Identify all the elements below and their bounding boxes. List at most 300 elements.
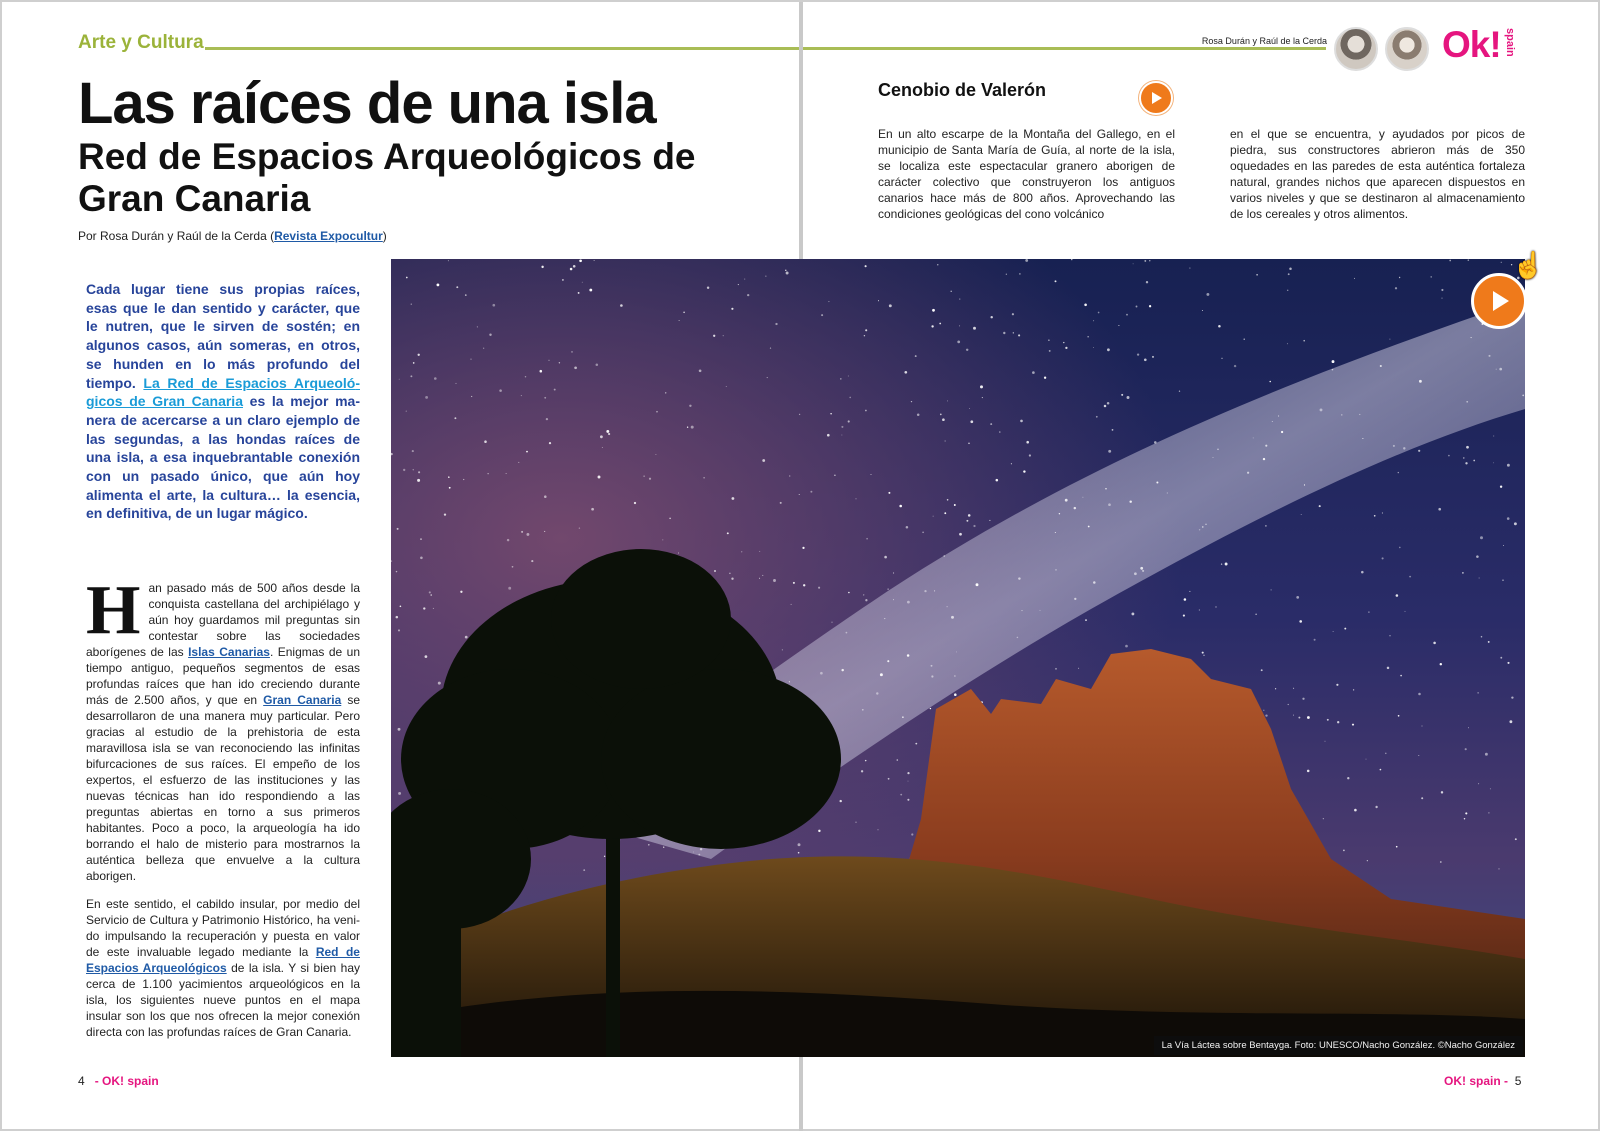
star bbox=[1522, 395, 1524, 397]
star bbox=[906, 526, 909, 529]
star bbox=[840, 800, 842, 802]
star bbox=[762, 575, 763, 576]
star bbox=[1263, 458, 1265, 460]
star bbox=[954, 504, 956, 506]
star bbox=[1418, 450, 1420, 452]
star bbox=[544, 531, 545, 532]
star bbox=[463, 479, 464, 480]
link-islas-canarias[interactable]: Islas Canarias bbox=[188, 645, 270, 659]
star bbox=[1438, 508, 1441, 511]
star bbox=[846, 632, 848, 634]
star bbox=[1333, 631, 1334, 632]
p2-text-1: En este sentido, el cabildo insular, por medio del Servicio de Cultura y Patrimonio Histórico, ha venido impulsando la recuperación y puesta en valor de este invaluable legado mediante la bbox=[86, 897, 360, 959]
star bbox=[1065, 499, 1068, 502]
star bbox=[1418, 755, 1419, 756]
byline-prefix: Por Rosa Durán y Raúl de la Cerda ( bbox=[78, 229, 275, 243]
star bbox=[939, 323, 941, 325]
star bbox=[1011, 463, 1012, 464]
star bbox=[1488, 641, 1490, 643]
star bbox=[842, 435, 843, 436]
star bbox=[596, 364, 599, 367]
star bbox=[915, 355, 917, 357]
star bbox=[1261, 669, 1263, 671]
star bbox=[1202, 310, 1203, 311]
star bbox=[1421, 725, 1422, 726]
star bbox=[1462, 572, 1464, 574]
star bbox=[723, 335, 724, 336]
star bbox=[1354, 278, 1355, 279]
star bbox=[1332, 360, 1335, 363]
star bbox=[687, 427, 688, 428]
star bbox=[1341, 414, 1342, 415]
star bbox=[1337, 721, 1339, 723]
star bbox=[726, 386, 727, 387]
star bbox=[947, 606, 948, 607]
star bbox=[908, 781, 909, 782]
star bbox=[1183, 615, 1185, 617]
star bbox=[884, 556, 887, 559]
star bbox=[1121, 394, 1123, 396]
star bbox=[1281, 431, 1283, 433]
star bbox=[1368, 611, 1369, 612]
star bbox=[1179, 391, 1180, 392]
star bbox=[549, 442, 551, 444]
star bbox=[1430, 276, 1432, 278]
star bbox=[1055, 280, 1057, 282]
star bbox=[1400, 675, 1402, 677]
star bbox=[798, 843, 801, 846]
star bbox=[499, 389, 502, 392]
link-red-espacios-arqueologicos[interactable]: Red de Espacios Arqueológicos bbox=[86, 945, 360, 975]
star bbox=[420, 538, 421, 539]
star bbox=[544, 397, 546, 399]
star bbox=[540, 370, 543, 373]
star bbox=[396, 571, 397, 572]
star bbox=[1380, 365, 1382, 367]
article-subtitle: Red de Espacios Arqueológicos de Gran Canaria bbox=[78, 136, 696, 219]
star bbox=[1203, 655, 1204, 656]
star bbox=[904, 371, 907, 374]
star bbox=[799, 494, 800, 495]
star bbox=[1477, 692, 1478, 693]
star bbox=[1490, 789, 1491, 790]
star bbox=[699, 369, 702, 372]
star bbox=[1466, 446, 1469, 449]
star bbox=[1126, 314, 1128, 316]
star bbox=[899, 505, 902, 508]
star bbox=[951, 616, 954, 619]
star bbox=[893, 573, 894, 574]
star bbox=[1493, 462, 1494, 463]
star bbox=[1215, 606, 1216, 607]
star bbox=[937, 264, 938, 265]
star bbox=[541, 266, 543, 268]
star bbox=[1409, 576, 1411, 578]
article-byline bbox=[78, 229, 387, 243]
star bbox=[1465, 462, 1467, 464]
star bbox=[810, 491, 812, 493]
lead-link-red-espacios[interactable]: La Red de Espacios Arqueológicos de Gran Canaria bbox=[86, 374, 360, 410]
section-label: Arte y Cultura bbox=[78, 32, 204, 53]
star bbox=[600, 435, 603, 438]
star bbox=[1025, 259, 1028, 262]
star bbox=[1247, 472, 1249, 474]
star bbox=[1481, 636, 1483, 638]
star bbox=[786, 272, 789, 275]
star bbox=[888, 492, 890, 494]
star bbox=[1263, 710, 1264, 711]
star bbox=[1344, 628, 1346, 630]
star bbox=[1336, 684, 1338, 686]
star bbox=[1293, 688, 1294, 689]
byline-link-expocultur[interactable]: Revista Expocultur bbox=[274, 229, 383, 243]
star bbox=[1362, 438, 1363, 439]
star bbox=[1299, 620, 1302, 623]
star bbox=[973, 327, 976, 330]
star bbox=[1032, 371, 1035, 374]
star bbox=[841, 669, 843, 671]
hand-pointer-icon: ☝ bbox=[1512, 250, 1545, 280]
p1-text-3: se desarrollaron de una manera muy particular. Pero gracias al estudio de la prehistoria de esta maravillosa isla se van reconociendo las infinitas bifurcaciones de sus raíces. El empeño de los expertos, el esfuerzo de las instituciones y las nuevas técnicas han ido respondiendo a las preguntas abiertas en torno a sus primeros habitantes. Poco a poco, la arqueología ha ido borrando el halo de misterio para mostrarnos la auténtica belleza que envuelve a la cultura aborigen. bbox=[86, 693, 360, 883]
star bbox=[1131, 612, 1134, 615]
star bbox=[1500, 657, 1502, 659]
star bbox=[1206, 293, 1209, 296]
star bbox=[1078, 668, 1079, 669]
star bbox=[896, 759, 898, 761]
cenobio-play-button[interactable] bbox=[1139, 81, 1173, 115]
lead-text-1: Cada lugar tiene sus propias raíces, esas que le dan sentido y carácter, que le nutren, que le sirven de sostén; en algunos casos, aún someras, en otros, se hunden en lo más profundo del tiempo. bbox=[86, 281, 360, 391]
star bbox=[1287, 343, 1288, 344]
star bbox=[693, 852, 694, 853]
star bbox=[799, 414, 800, 415]
star bbox=[559, 362, 560, 363]
star bbox=[907, 601, 910, 604]
star bbox=[526, 533, 529, 536]
star bbox=[396, 616, 399, 619]
star bbox=[655, 454, 656, 455]
star bbox=[1136, 306, 1138, 308]
star bbox=[1382, 512, 1383, 513]
star bbox=[1265, 714, 1267, 716]
star bbox=[1048, 339, 1050, 341]
star bbox=[1332, 369, 1334, 371]
star bbox=[944, 512, 946, 514]
star bbox=[818, 830, 820, 832]
star bbox=[820, 672, 823, 675]
page-number-right: 5 bbox=[1514, 1074, 1522, 1088]
article-title: Las raíces de una isla bbox=[78, 71, 656, 136]
star bbox=[1202, 652, 1204, 654]
star bbox=[1385, 753, 1386, 754]
header-rule-left bbox=[205, 47, 799, 50]
star bbox=[785, 270, 786, 271]
star bbox=[413, 362, 415, 364]
star bbox=[1019, 273, 1021, 275]
play-icon bbox=[1148, 90, 1164, 106]
star bbox=[1511, 696, 1513, 698]
star bbox=[1020, 420, 1023, 423]
star bbox=[849, 397, 851, 399]
star bbox=[1118, 325, 1119, 326]
star bbox=[878, 300, 879, 301]
star bbox=[398, 728, 401, 731]
star bbox=[982, 397, 983, 398]
star bbox=[477, 326, 478, 327]
star bbox=[1515, 838, 1517, 840]
star bbox=[1265, 525, 1267, 527]
star bbox=[980, 385, 983, 388]
star bbox=[1055, 569, 1056, 570]
star bbox=[791, 604, 792, 605]
star bbox=[932, 309, 935, 312]
star bbox=[579, 259, 582, 262]
star bbox=[1074, 507, 1076, 509]
star bbox=[782, 649, 783, 650]
star bbox=[508, 587, 511, 590]
star bbox=[1049, 350, 1051, 352]
star bbox=[525, 376, 526, 377]
star bbox=[484, 440, 487, 443]
star bbox=[1359, 414, 1360, 415]
star bbox=[698, 854, 700, 856]
star bbox=[990, 316, 992, 318]
star bbox=[818, 587, 820, 589]
star bbox=[412, 450, 414, 452]
star bbox=[1107, 348, 1110, 351]
footer-right bbox=[1444, 1074, 1521, 1088]
star bbox=[1449, 260, 1451, 262]
star bbox=[1017, 637, 1019, 639]
star bbox=[1303, 340, 1305, 342]
star bbox=[456, 286, 458, 288]
star bbox=[802, 547, 804, 549]
link-gran-canaria[interactable]: Gran Canaria bbox=[263, 693, 342, 707]
star bbox=[789, 681, 790, 682]
star bbox=[1105, 488, 1106, 489]
star bbox=[399, 379, 400, 380]
star bbox=[1096, 416, 1098, 418]
star bbox=[714, 570, 716, 572]
star bbox=[930, 708, 931, 709]
body-paragraph-2 bbox=[86, 896, 360, 1040]
star bbox=[1296, 596, 1299, 599]
star bbox=[773, 579, 776, 582]
star bbox=[444, 513, 446, 515]
star bbox=[1144, 358, 1147, 361]
footer-mag-left: - OK! spain bbox=[94, 1074, 159, 1088]
star bbox=[1471, 337, 1472, 338]
star bbox=[1144, 260, 1146, 262]
star bbox=[1140, 567, 1143, 570]
star bbox=[865, 265, 867, 267]
star bbox=[589, 289, 592, 292]
star bbox=[1275, 688, 1276, 689]
star bbox=[1093, 581, 1096, 584]
star bbox=[1271, 589, 1272, 590]
star bbox=[598, 476, 601, 479]
star bbox=[662, 539, 663, 540]
star bbox=[1256, 274, 1258, 276]
star bbox=[518, 462, 519, 463]
star bbox=[398, 629, 400, 631]
star bbox=[1298, 717, 1300, 719]
star bbox=[465, 294, 467, 296]
star bbox=[888, 589, 889, 590]
star bbox=[1093, 347, 1094, 348]
star bbox=[423, 607, 425, 609]
body-paragraph-1 bbox=[86, 572, 361, 884]
star bbox=[669, 518, 670, 519]
star bbox=[546, 418, 548, 420]
star bbox=[864, 335, 865, 336]
star bbox=[1098, 312, 1100, 314]
star bbox=[767, 377, 768, 378]
star bbox=[780, 502, 782, 504]
star bbox=[1501, 262, 1502, 263]
cenobio-column-1: En un alto escarpe de la Montaña del Gallego, en el municipio de Santa María de Guía, al norte de la isla, se localiza este espectacular granero aborigen de carácter colectivo que construyeron los antiguos canarios hace más de 800 años. Aprovechando las condiciones geológicas del cono volcánico bbox=[878, 127, 1175, 221]
star bbox=[1088, 526, 1090, 528]
star bbox=[803, 584, 805, 586]
star bbox=[840, 378, 842, 380]
star bbox=[1301, 514, 1302, 515]
star bbox=[915, 743, 917, 745]
star bbox=[861, 770, 863, 772]
star bbox=[648, 844, 650, 846]
star bbox=[821, 314, 823, 316]
star bbox=[665, 392, 666, 393]
brand-logo: Ok! bbox=[1442, 24, 1501, 65]
star bbox=[1059, 513, 1060, 514]
star bbox=[483, 348, 484, 349]
star bbox=[762, 459, 765, 462]
star bbox=[966, 520, 968, 522]
star bbox=[1347, 777, 1349, 779]
star bbox=[460, 591, 462, 593]
star bbox=[1137, 353, 1139, 355]
star bbox=[1288, 273, 1290, 275]
star bbox=[1104, 405, 1107, 408]
star bbox=[945, 441, 946, 442]
star bbox=[1213, 457, 1214, 458]
star bbox=[747, 294, 749, 296]
star bbox=[578, 292, 580, 294]
star bbox=[765, 276, 766, 277]
star bbox=[1289, 268, 1292, 271]
p1-text-2: . Enigmas de un tiempo antiguo, pequeños segmentos de esas profundas raíces que han ido creciendo durante más de 2.500 años, y que en bbox=[86, 645, 361, 707]
star bbox=[679, 320, 680, 321]
star bbox=[1440, 861, 1442, 863]
star bbox=[877, 829, 878, 830]
star bbox=[1314, 639, 1316, 641]
star bbox=[1255, 614, 1256, 615]
star bbox=[1399, 547, 1401, 549]
star bbox=[606, 430, 609, 433]
star bbox=[1361, 571, 1364, 574]
star bbox=[731, 578, 733, 580]
star bbox=[770, 347, 771, 348]
star bbox=[959, 325, 960, 326]
cenobio-column-2: en el que se encuentra, y ayudados por picos de piedra, sus constructores abrieron más de 350 oquedades en las paredes de esta auténtica fortaleza natural, grandes nichos que aparecen dispuestos en varios niveles y que se destinaron al almacenamiento de los cereales y otros alimentos. bbox=[1230, 127, 1525, 221]
star bbox=[713, 335, 715, 337]
star bbox=[411, 304, 412, 305]
star bbox=[999, 431, 1001, 433]
article-body-left bbox=[86, 572, 361, 1052]
star bbox=[865, 410, 867, 412]
star bbox=[907, 654, 910, 657]
star bbox=[827, 434, 830, 437]
star bbox=[649, 478, 651, 480]
star bbox=[1480, 536, 1483, 539]
star bbox=[1325, 741, 1326, 742]
star bbox=[1433, 642, 1436, 645]
star bbox=[1382, 557, 1384, 559]
star bbox=[1398, 472, 1399, 473]
star bbox=[973, 525, 975, 527]
star bbox=[1507, 464, 1510, 467]
star bbox=[1463, 457, 1464, 458]
star bbox=[1018, 334, 1020, 336]
footer-mag-right: OK! spain - bbox=[1444, 1074, 1509, 1088]
cenobio-heading: Cenobio de Valerón bbox=[878, 80, 1047, 100]
p2-text-2: de la isla. Y si bien hay cerca de 1.100 yacimientos arqueológicos en la isla, los siguientes nueve puntos en el mapa insular son los que nos ofrecen la mejor conexión directa con las profundas raíces de Gran Canaria. bbox=[86, 961, 360, 1039]
star bbox=[907, 799, 909, 801]
star bbox=[911, 401, 912, 402]
star bbox=[1205, 524, 1206, 525]
star bbox=[1253, 437, 1254, 438]
star bbox=[1152, 356, 1154, 358]
star bbox=[1466, 401, 1468, 403]
star bbox=[1479, 578, 1480, 579]
star bbox=[741, 551, 742, 552]
star bbox=[731, 308, 733, 310]
star bbox=[413, 469, 414, 470]
star bbox=[959, 533, 962, 536]
lead-text-2: es la mejor manera de acercarse a un claro ejemplo de las segundas, a las hondas raíces de una isla, a esa inquebrantable conexión con un pasado único, que aún hoy alimenta el arte, la cultura… la esencia, en definitiva, de un lugar mágico. bbox=[86, 393, 360, 522]
star bbox=[471, 359, 472, 360]
star bbox=[643, 475, 644, 476]
star bbox=[862, 709, 864, 711]
star bbox=[1013, 332, 1014, 333]
photo-caption: La Vía Láctea sobre Bentayga. Foto: UNESCO/Nacho González. ©Nacho González bbox=[1154, 1036, 1523, 1055]
star bbox=[1044, 377, 1046, 379]
star bbox=[583, 869, 585, 871]
star bbox=[1244, 339, 1245, 340]
star bbox=[1488, 812, 1489, 813]
star bbox=[1503, 545, 1504, 546]
star bbox=[406, 277, 408, 279]
star bbox=[703, 477, 705, 479]
star bbox=[902, 716, 904, 718]
star bbox=[1065, 347, 1067, 349]
star bbox=[554, 389, 556, 391]
star bbox=[1221, 358, 1222, 359]
star bbox=[1343, 850, 1345, 852]
star bbox=[1074, 598, 1076, 600]
author-avatar-rosa bbox=[1334, 27, 1378, 71]
star bbox=[1514, 522, 1517, 525]
star bbox=[863, 594, 864, 595]
star bbox=[1380, 769, 1382, 771]
star bbox=[604, 856, 605, 857]
star bbox=[1387, 667, 1390, 670]
star bbox=[1488, 355, 1490, 357]
star bbox=[1478, 783, 1479, 784]
star bbox=[789, 476, 790, 477]
star bbox=[1202, 526, 1203, 527]
star bbox=[1507, 517, 1510, 520]
star bbox=[848, 592, 850, 594]
star bbox=[591, 508, 594, 511]
